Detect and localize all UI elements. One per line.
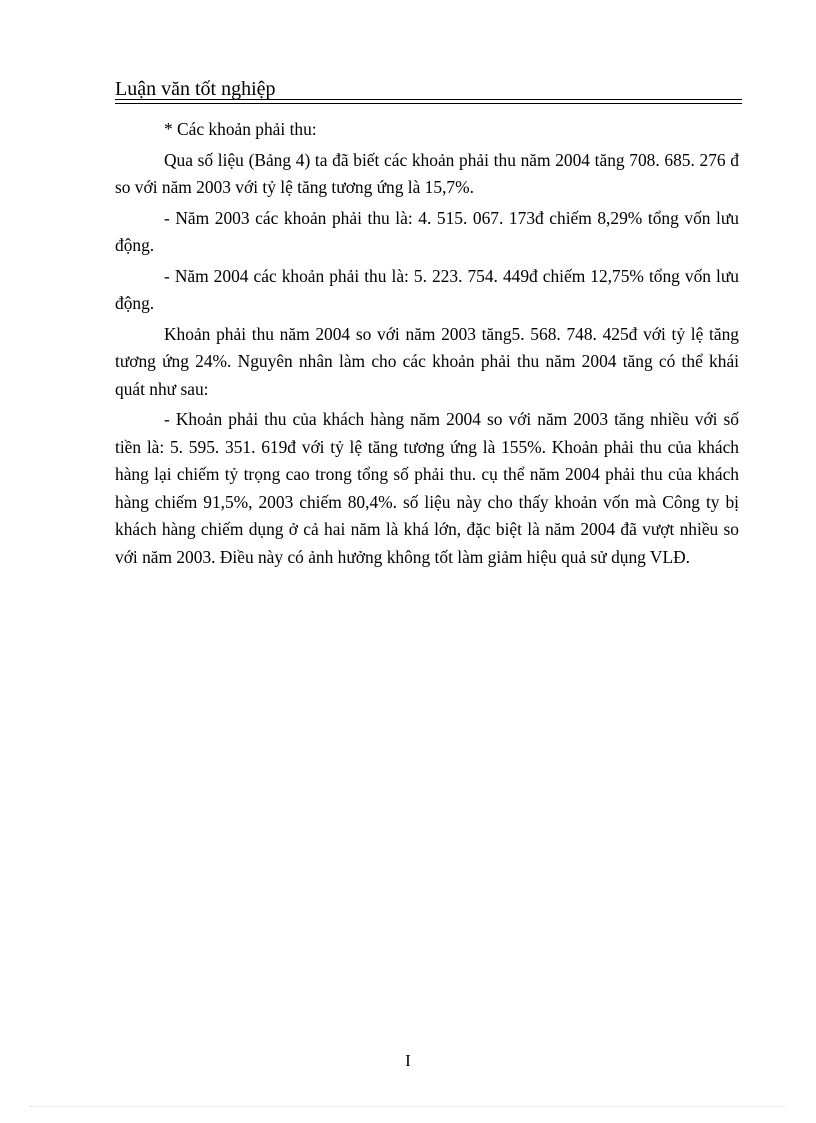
body-text (115, 116, 739, 574)
header-title: Luận văn tốt nghiệp (115, 78, 276, 100)
paragraph-overview: Qua số liệu (Bảng 4) ta đã biết các khoản phải thu năm 2004 tăng 708. 685. 276 đ so với năm 2003 với tỷ lệ tăng tương ứng là 15,7%. (115, 149, 739, 197)
paragraph-2003: - Năm 2003 các khoản phải thu là: 4. 515. 067. 173đ chiếm 8,29% tổng vốn lưu động. (115, 207, 739, 255)
bottom-dotted-rule (30, 1106, 786, 1107)
page-header (115, 76, 742, 104)
paragraph-heading-receivables: * Các khoản phải thu: (164, 119, 317, 139)
paragraph-comparison: Khoản phải thu năm 2004 so với năm 2003 tăng5. 568. 748. 425đ với tỷ lệ tăng tương ứng 24%. Nguyên nhân làm cho các khoản phải thu năm 2004 tăng có thể khái quát như sau: (115, 323, 739, 399)
paragraph-customer-receivables: - Khoản phải thu của khách hàng năm 2004 so với năm 2003 tăng nhiều với số tiền là: 5. 595. 351. 619đ với tỷ lệ tăng tương ứng là 155%. Khoản phải thu của khách hàng lại chiếm tỷ trọng cao trong tổng số phải thu. cụ thể năm 2004 phải thu của khách hàng chiếm 91,5%, 2003 chiếm 80,4%. số liệu này cho thấy khoản vốn mà Công ty bị khách hàng chiếm dụng ở cả hai năm là khá lớn, đặc biệt là năm 2004 đã vượt nhiều so với năm 2003. Điều này có ảnh hưởng không tốt làm giảm hiệu quả sử dụng VLĐ. (115, 409, 739, 567)
header-rule-secondary (115, 103, 742, 104)
header-rule (115, 99, 742, 100)
page-number: I (405, 1051, 411, 1070)
paragraph-2004: - Năm 2004 các khoản phải thu là: 5. 223. 754. 449đ chiếm 12,75% tổng vốn lưu động. (115, 265, 739, 313)
